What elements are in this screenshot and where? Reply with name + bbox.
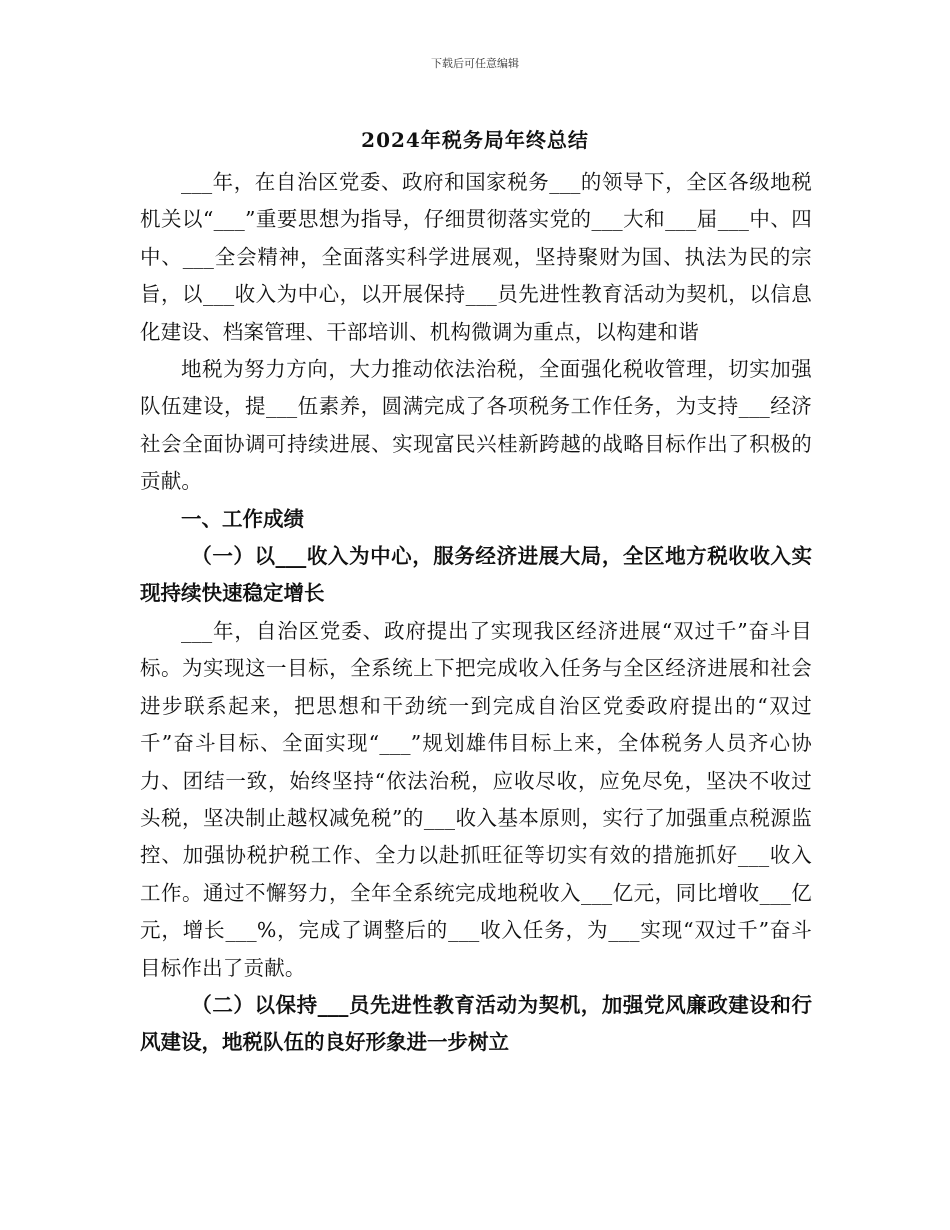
subsection-heading-party-building: （二）以保持___员先进性教育活动为契机，加强党风廉政建设和行风建设，地税队伍的良好形象进一步树立 bbox=[140, 992, 812, 1055]
paragraph-intro: ___年，在自治区党委、政府和国家税务___的领导下，全区各级地税机关以“___”重要思想为指导，仔细贯彻落实党的___大和___届___中、四中、___全会精神，全面落实科学进展观，坚持聚财为国、执法为民的宗旨，以___收入为中心，以开展保持___员先进性教育活动为契机，以信息化建设、档案管理、干部培训、机构微调为重点，以构建和谐 bbox=[140, 170, 812, 344]
paragraph-revenue: ___年，自治区党委、政府提出了实现我区经济进展“双过千”奋斗目标。为实现这一目标，全系统上下把完成收入任务与全区经济进展和社会进步联系起来，把思想和干劲统一到完成自治区党委政府提出的“双过千”奋斗目标、全面实现“___”规划雄伟目标上来，全体税务人员齐心协力、团结一致，始终坚持“依法治税，应收尽收，应免尽免，坚决不收过头税，坚决制止越权减免税”的___收入基本原则，实行了加强重点税源监控、加强协税护税工作、全力以赴抓旺征等切实有效的措施抓好___收入工作。通过不懈努力，全年全系统完成地税收入___亿元，同比增收___亿元，增长___%，完成了调整后的___收入任务，为___实现“双过千”奋斗目标作出了贡献。 bbox=[140, 618, 812, 980]
document-body bbox=[140, 164, 812, 1062]
document-title: 2024年税务局年终总结 bbox=[361, 128, 589, 152]
paragraph-intro-continued: 地税为努力方向，大力推动依法治税，全面强化税收管理，切实加强队伍建设，提___伍素养，圆满完成了各项税务工作任务，为支持___经济社会全面协调可持续进展、实现富民兴桂新跨越的战略目标作出了积极的贡献。 bbox=[140, 357, 812, 494]
subsection-heading-revenue: （一）以___收入为中心，服务经济进展大局，全区地方税收收入实现持续快速稳定增长 bbox=[140, 544, 812, 606]
section-heading-achievements: 一、工作成绩 bbox=[181, 506, 304, 531]
header-note: 下载后可任意编辑 bbox=[431, 57, 519, 70]
